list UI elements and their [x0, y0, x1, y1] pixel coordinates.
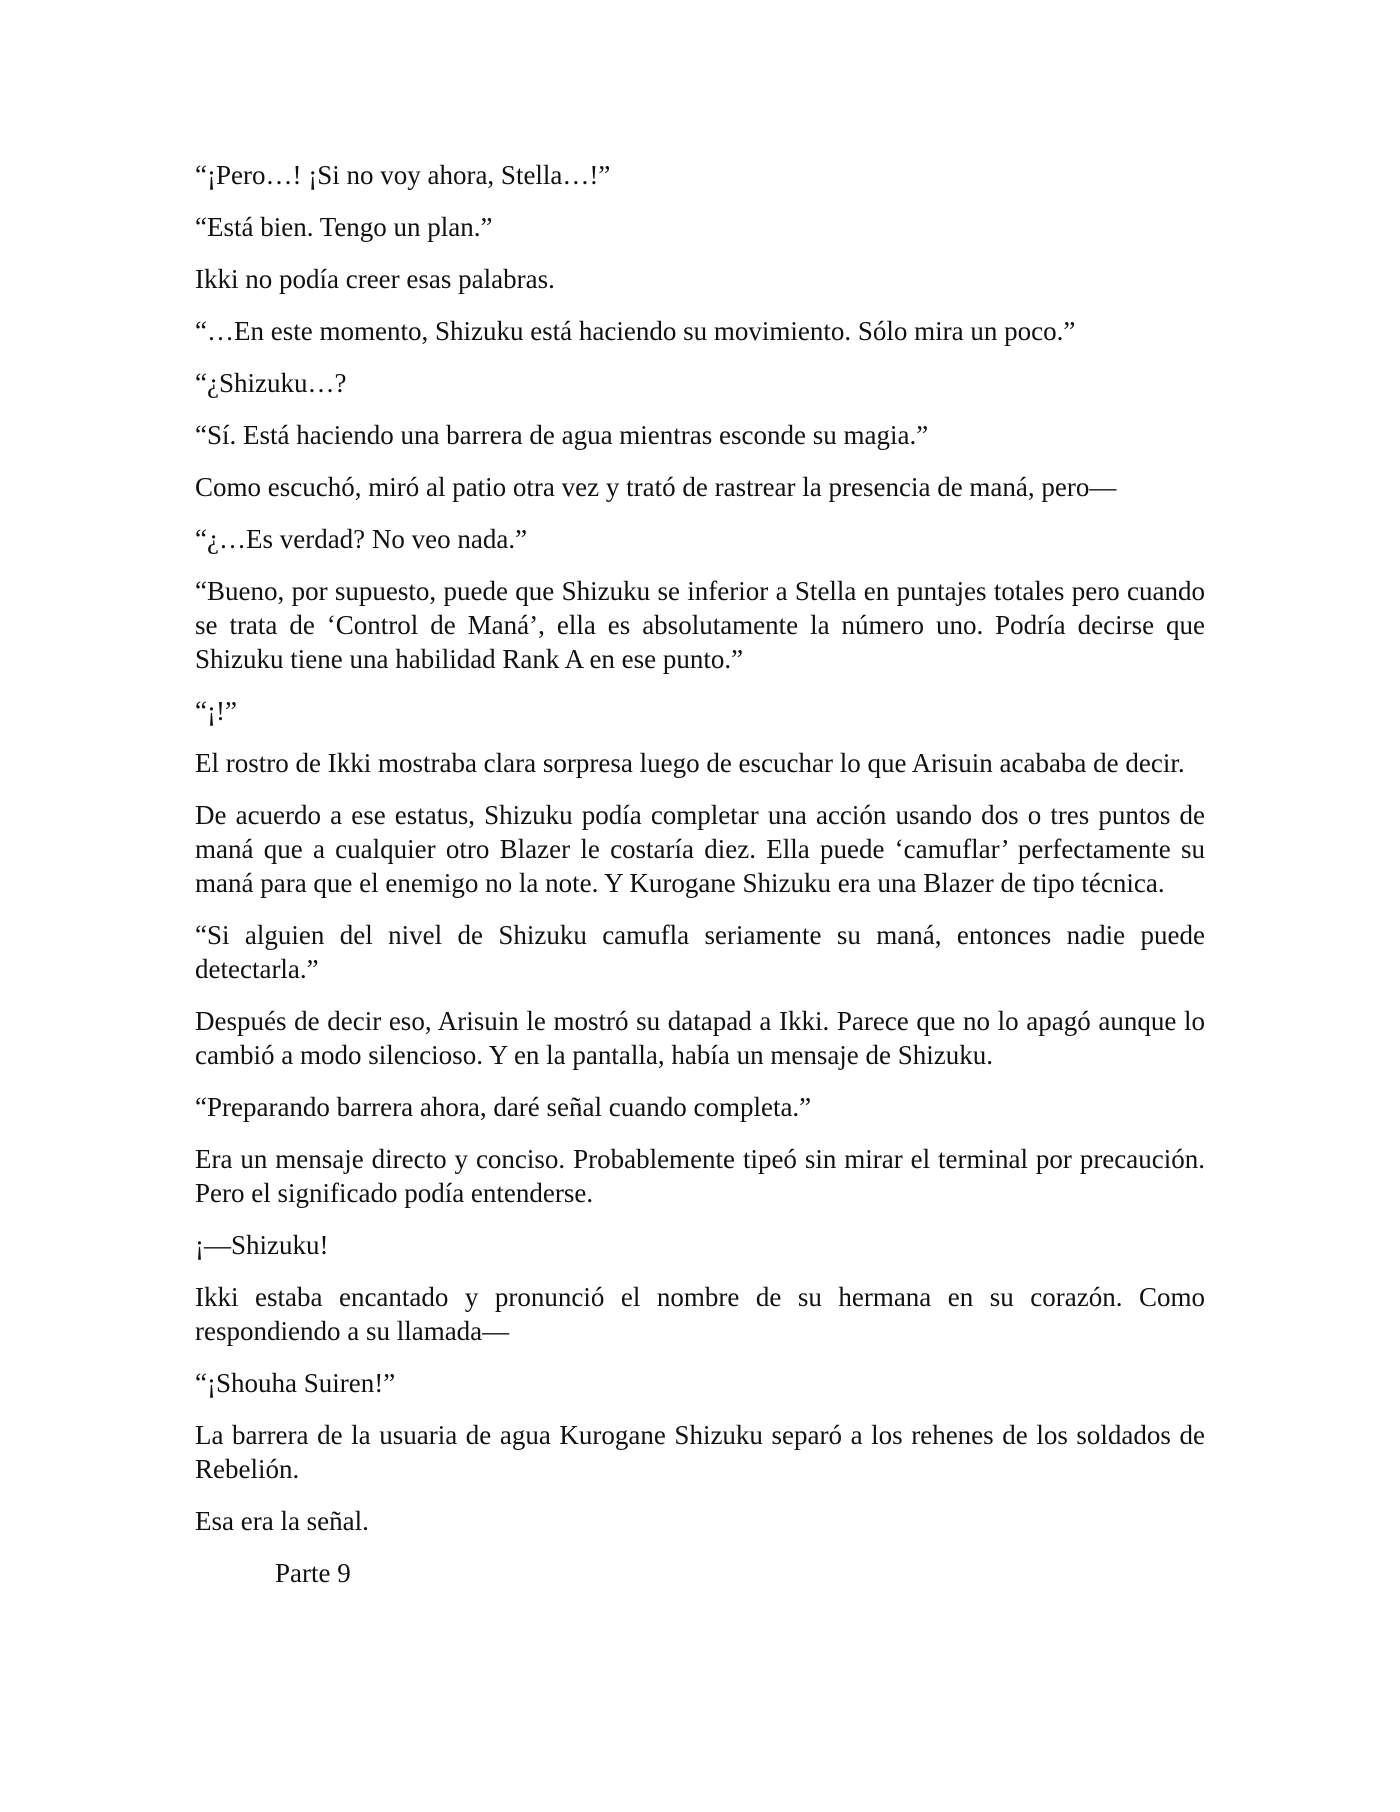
paragraph: La barrera de la usuaria de agua Kurogane Shizuku separó a los rehenes de los soldados de Rebelión.: [195, 1420, 1205, 1484]
paragraph: Como escuchó, miró al patio otra vez y trató de rastrear la presencia de maná, pero—: [195, 472, 1117, 502]
paragraph: Ikki estaba encantado y pronunció el nombre de su hermana en su corazón. Como respondiendo a su llamada—: [195, 1282, 1205, 1346]
paragraph: “Si alguien del nivel de Shizuku camufla seriamente su maná, entonces nadie puede detectarla.”: [195, 920, 1205, 984]
paragraph: “Sí. Está haciendo una barrera de agua mientras esconde su magia.”: [195, 420, 929, 450]
paragraph: “…En este momento, Shizuku está haciendo su movimiento. Sólo mira un poco.”: [195, 316, 1076, 346]
paragraph: El rostro de Ikki mostraba clara sorpresa luego de escuchar lo que Arisuin acababa de decir.: [195, 748, 1185, 778]
document-page: [195, 158, 1205, 1590]
paragraph: Era un mensaje directo y conciso. Probablemente tipeó sin mirar el terminal por precaución. Pero el significado podía entenderse.: [195, 1144, 1205, 1208]
paragraph: “¿Shizuku…?: [195, 368, 347, 398]
paragraph: Después de decir eso, Arisuin le mostró su datapad a Ikki. Parece que no lo apagó aunque lo cambió a modo silencioso. Y en la pantalla, había un mensaje de Shizuku.: [195, 1006, 1205, 1070]
paragraph: “¡Pero…! ¡Si no voy ahora, Stella…!”: [195, 160, 611, 190]
paragraph: “¡!”: [195, 696, 237, 726]
paragraph: Ikki no podía creer esas palabras.: [195, 264, 555, 294]
paragraph: Esa era la señal.: [195, 1506, 369, 1536]
paragraph: “Preparando barrera ahora, daré señal cuando completa.”: [195, 1092, 812, 1122]
section-heading: Parte 9: [275, 1558, 351, 1588]
paragraph: “Está bien. Tengo un plan.”: [195, 212, 493, 242]
paragraph: De acuerdo a ese estatus, Shizuku podía completar una acción usando dos o tres puntos de maná que a cualquier otro Blazer le costaría diez. Ella puede ‘camuflar’ perfectamente su maná para que el enemigo no la note. Y Kurogane Shizuku era una Blazer de tipo técnica.: [195, 800, 1205, 898]
paragraph: ¡—Shizuku!: [195, 1230, 329, 1260]
paragraph: “¿…Es verdad? No veo nada.”: [195, 524, 528, 554]
paragraph: “Bueno, por supuesto, puede que Shizuku se inferior a Stella en puntajes totales pero cuando se trata de ‘Control de Maná’, ella es absolutamente la número uno. Podría decirse que Shizuku tiene una habilidad Rank A en ese punto.”: [195, 576, 1205, 674]
paragraph: “¡Shouha Suiren!”: [195, 1368, 396, 1398]
